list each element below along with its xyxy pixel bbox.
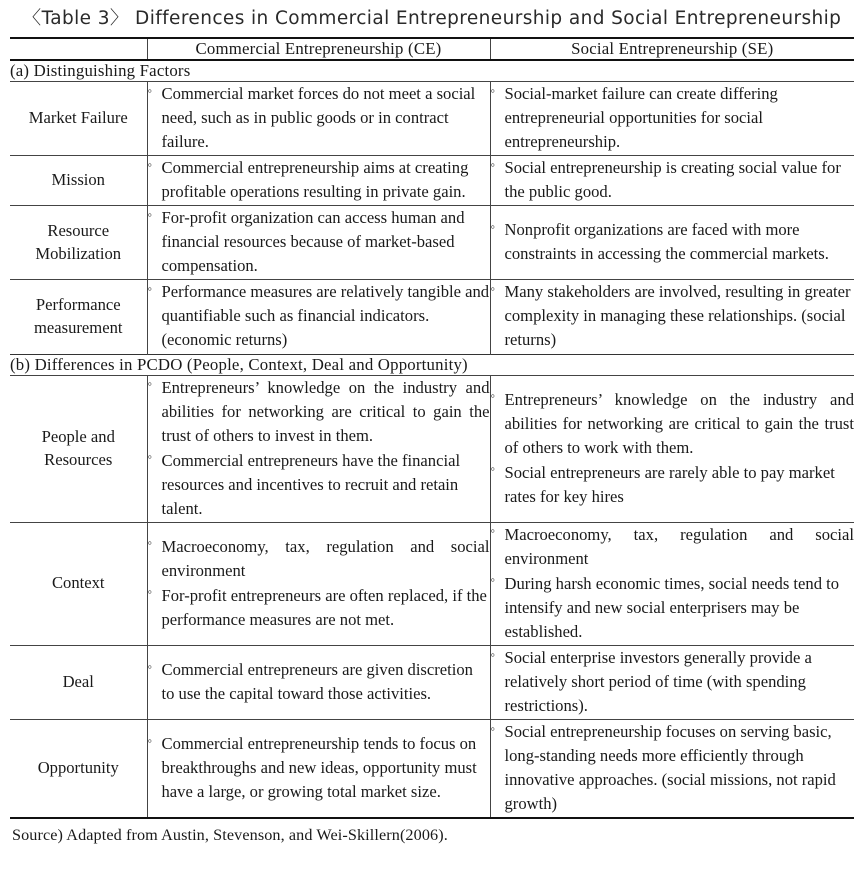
cell-commercial-entrepreneurship [147, 82, 490, 156]
bullet-list [491, 388, 855, 509]
row-label: People and Resources [41, 426, 115, 469]
table-header [10, 38, 854, 60]
cell-social-entrepreneurship [490, 646, 854, 720]
bullet-item: ◦ For-profit organization can access human and financial resources because of market-based compensation. [148, 206, 490, 278]
bullet-item: ◦ During harsh economic times, social needs tend to intensify and new social enterprisers may be established. [491, 572, 855, 644]
cell-commercial-entrepreneurship [147, 156, 490, 206]
cell-social-entrepreneurship [490, 206, 854, 280]
bullet-item: ◦ Performance measures are relatively tangible and quantifiable such as financial indicators. (economic returns) [148, 280, 490, 352]
bullet-item: ◦ Social entrepreneurship focuses on serving basic, long-standing needs more efficiently through innovative approaches. (social missions, not rapid growth) [491, 720, 855, 816]
row-label: Resource Mobilization [35, 220, 122, 263]
cell-commercial-entrepreneurship [147, 522, 490, 645]
header-commercial-entrepreneurship: Commercial Entrepreneurship (CE) [147, 38, 490, 60]
bullet-list [148, 206, 490, 278]
bullet-item: ◦ Entrepreneurs’ knowledge on the industry and abilities for networking are critical to gain the trust of others to invest in them. [148, 376, 490, 448]
header-label-col [10, 38, 147, 60]
bullet-list [148, 82, 490, 154]
cell-social-entrepreneurship [490, 156, 854, 206]
cell-social-entrepreneurship [490, 280, 854, 354]
bullet-list [148, 732, 490, 804]
section-title: (b) Differences in PCDO (People, Context, Deal and Opportunity) [10, 354, 468, 374]
bullet-item: ◦ Social-market failure can create differing entrepreneurial opportunities for social entrepreneurship. [491, 82, 855, 154]
table-row [10, 206, 854, 280]
table-row [10, 280, 854, 354]
row-label: Context [51, 573, 105, 593]
bullet-list [491, 156, 855, 204]
bullet-list [148, 658, 490, 706]
bullet-item: ◦ Commercial entrepreneurs are given discretion to use the capital toward those activities. [148, 658, 490, 706]
bullet-item: ◦ Many stakeholders are involved, resulting in greater complexity in managing these relationships. (social returns) [491, 280, 855, 352]
table-row [10, 82, 854, 156]
row-label: Market Failure [28, 108, 128, 128]
bullet-list [491, 218, 855, 266]
comparison-table [10, 37, 854, 819]
bullet-item: ◦ Commercial market forces do not meet a social need, such as in public goods or in contract failure. [148, 82, 490, 154]
table-row [10, 646, 854, 720]
bullet-item: ◦ Commercial entrepreneurship aims at creating profitable operations resulting in private gain. [148, 156, 490, 204]
bullet-item: ◦ Entrepreneurs’ knowledge on the industry and abilities for networking are critical to gain the trust of others to work with them. [491, 388, 855, 460]
cell-social-entrepreneurship [490, 375, 854, 522]
header-row [10, 38, 854, 60]
cell-commercial-entrepreneurship [147, 646, 490, 720]
cell-commercial-entrepreneurship [147, 280, 490, 354]
bullet-list [148, 156, 490, 204]
row-label: Opportunity [37, 758, 119, 778]
bullet-item: ◦ Macroeconomy, tax, regulation and social environment [491, 523, 855, 571]
bullet-list [148, 535, 490, 632]
bullet-item: ◦ Social entrepreneurship is creating social value for the public good. [491, 156, 855, 204]
cell-commercial-entrepreneurship [147, 720, 490, 819]
table-caption: 〈Table 3〉 Differences in Commercial Entrepreneurship and Social Entrepreneurship [22, 8, 842, 29]
table-row [10, 375, 854, 522]
cell-social-entrepreneurship [490, 522, 854, 645]
row-label: Deal [62, 672, 94, 692]
bullet-list [491, 82, 855, 154]
cell-commercial-entrepreneurship [147, 206, 490, 280]
section-header-row [10, 60, 854, 82]
cell-commercial-entrepreneurship [147, 375, 490, 522]
table-body [10, 60, 854, 818]
cell-social-entrepreneurship [490, 720, 854, 819]
table-row [10, 720, 854, 819]
section-header-row [10, 354, 854, 375]
header-social-entrepreneurship: Social Entrepreneurship (SE) [490, 38, 854, 60]
row-label: Mission [51, 170, 105, 190]
bullet-list [491, 720, 855, 816]
bullet-list [491, 280, 855, 352]
bullet-item: ◦ Social entrepreneurs are rarely able to pay market rates for key hires [491, 461, 855, 509]
section-title: (a) Distinguishing Factors [10, 61, 191, 80]
cell-social-entrepreneurship [490, 82, 854, 156]
table-row [10, 522, 854, 645]
table-row [10, 156, 854, 206]
bullet-item: ◦ Commercial entrepreneurs have the financial resources and incentives to recruit and retain talent. [148, 449, 490, 521]
bullet-list [148, 280, 490, 352]
source-note: Source) Adapted from Austin, Stevenson, and Wei-Skillern(2006). [12, 826, 448, 845]
bullet-list [491, 646, 855, 718]
bullet-item: ◦ Social enterprise investors generally provide a relatively short period of time (with spending restrictions). [491, 646, 855, 718]
bullet-item: ◦ Commercial entrepreneurship tends to focus on breakthroughs and new ideas, opportunity must have a large, or growing total market size. [148, 732, 490, 804]
bullet-list [148, 376, 490, 521]
row-label: Performance measurement [34, 295, 123, 337]
bullet-item: ◦ Macroeconomy, tax, regulation and social environment [148, 535, 490, 583]
bullet-item: ◦ For-profit entrepreneurs are often replaced, if the performance measures are not met. [148, 584, 490, 632]
bullet-list [491, 523, 855, 644]
bullet-item: ◦ Nonprofit organizations are faced with more constraints in accessing the commercial markets. [491, 218, 855, 266]
